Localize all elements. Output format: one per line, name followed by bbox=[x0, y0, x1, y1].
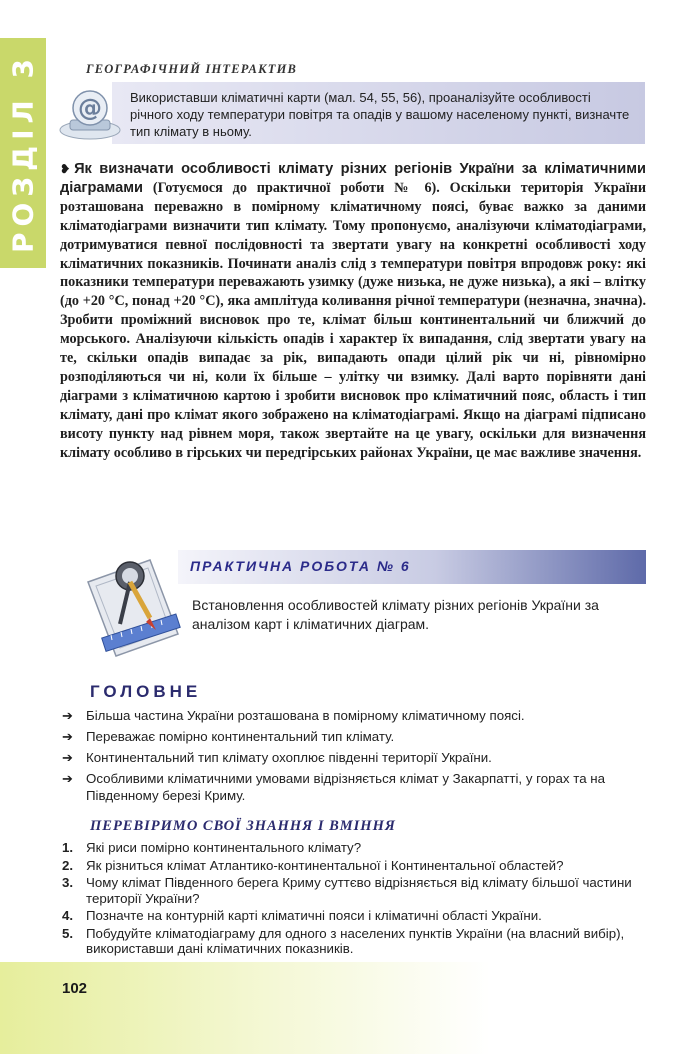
interactive-text: Використавши кліматичні карти (мал. 54, 55, 56), проаналізуйте особливості річного ходу температури повітря та опадів у вашому населеному пункті, визначте тип клімату в ньому. bbox=[130, 90, 630, 139]
compass-ruler-icon bbox=[80, 552, 185, 662]
questions-list bbox=[62, 840, 647, 959]
question-text: Як різниться клімат Атлантико-континентальної і Континентальної областей? bbox=[86, 857, 564, 873]
section-heading: Як визначати особливості клімату різних регіонів України за кліматичними діаграмами bbox=[60, 161, 646, 196]
list-item bbox=[62, 770, 647, 804]
question-number: 4. bbox=[62, 908, 74, 923]
list-item bbox=[62, 728, 647, 745]
svg-text:@: @ bbox=[78, 94, 102, 122]
main-section bbox=[60, 160, 646, 463]
question-item bbox=[62, 858, 647, 874]
practical-work-title: ПРАКТИЧНА РОБОТА № 6 bbox=[190, 558, 411, 574]
footer-band bbox=[0, 962, 700, 1054]
question-item bbox=[62, 840, 647, 856]
practical-work-text: Встановлення особливостей клімату різних регіонів України за аналізом карт і кліматичних діаграм. bbox=[192, 597, 599, 632]
question-item bbox=[62, 908, 647, 924]
arrow-right-icon: ➔ bbox=[62, 708, 73, 723]
section-body: Оскільки територія України розташована переважно в помірному кліматичному поясі, буває важко за даними кліматодіаграми визначити тип клімату. Тому пропонуємо, аналізуючи кліматодіаграми, дотримуватися певної послідовності та звертати увагу на конкретні особливості ходу кліматичних показників. Починати аналіз слід з температури повітря впродовж року: які показники температури переважають узимку (дуже низька, не дуже низька), а які – влітку (до +20 °С, понад +20 °С), яка амплітуда коливання річної температури (незначна, значна). Зробити проміжний висновок про те, клімат більш континентальний чи ближчий до морського. Аналізуючи кількість опадів і характер їх випадання, слід звертати увагу на те, скільки опадів випадає за рік, випадають опади цілий рік чи ні, рівномірно розподіляються чи ні, коли їх більше – улітку чи взимку. Далі варто порівняти дані діаграми з кліматичною картою і зробити висновок про кліматичний пояс, область і тип клімату, дані про клімат якого зображено на кліматодіаграмі. Якщо на діаграмі підписано висоту пункту над рівнем моря, також звертайте на це увагу, оскільки для визначення клімату особливо в гірських чи передгірських районах України, це має важливе значення. bbox=[60, 179, 647, 461]
list-item-text: Більша частина України розташована в помірному кліматичному поясі. bbox=[86, 708, 525, 723]
list-item bbox=[62, 707, 647, 724]
list-item-text: Переважає помірно континентальний тип клімату. bbox=[86, 729, 395, 744]
question-number: 3. bbox=[62, 875, 74, 890]
questions-heading: ПЕРЕВІРИМО СВОЇ ЗНАННЯ І ВМІННЯ bbox=[90, 818, 396, 834]
section-heading-note: (Готуємося до практичної роботи № 6). bbox=[152, 179, 440, 196]
question-text: Які риси помірно континентального клімату? bbox=[86, 840, 362, 855]
arrow-right-icon: ➔ bbox=[62, 771, 73, 786]
question-number: 1. bbox=[62, 840, 74, 855]
page-number: 102 bbox=[62, 980, 88, 997]
section-marker-icon: ❥ bbox=[60, 162, 71, 176]
list-item-text: Особливими кліматичними умовами відрізняється клімат у Закарпатті, у горах та на Південному березі Криму. bbox=[86, 771, 606, 803]
at-sign-icon bbox=[56, 86, 126, 142]
question-number: 5. bbox=[62, 925, 74, 941]
summary-list bbox=[62, 707, 647, 808]
list-item bbox=[62, 749, 647, 766]
question-text: Чому клімат Південного берега Криму суттєво відрізняється від клімату більшої частини території України? bbox=[86, 875, 632, 906]
section-tab bbox=[0, 38, 46, 268]
question-item bbox=[62, 875, 647, 906]
question-item bbox=[62, 926, 647, 957]
arrow-right-icon: ➔ bbox=[62, 729, 73, 744]
question-text: Побудуйте кліматодіаграму для одного з населених пунктів України (на власний вибір), використавши дані кліматичних показників. bbox=[86, 925, 625, 956]
question-text: Позначте на контурній карті кліматичні пояси і кліматичні області України. bbox=[86, 908, 542, 923]
arrow-right-icon: ➔ bbox=[62, 750, 73, 765]
list-item-text: Континентальний тип клімату охоплює південні території України. bbox=[86, 750, 492, 765]
summary-heading: ГОЛОВНЕ bbox=[90, 682, 202, 701]
question-number: 2. bbox=[62, 857, 74, 873]
interactive-title: ГЕОГРАФІЧНИЙ ІНТЕРАКТИВ bbox=[86, 62, 298, 76]
section-tab-label: РОЗДІЛ 3 bbox=[6, 52, 40, 254]
